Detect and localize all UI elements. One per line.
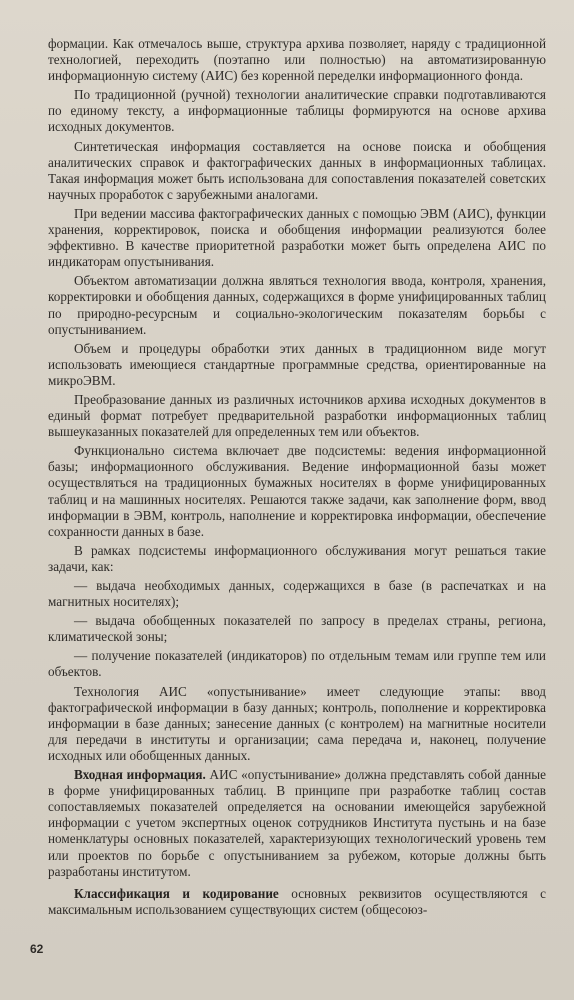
paragraph-3: Синтетическая информация составляется на основе поиска и обобщения аналитических справок и фактографических данных в информационных таблицах. Такая информация может быть использована для сопоставления показателей советских научных проработок с зарубежными аналогами. xyxy=(48,138,546,202)
list-item-2: — выдача обобщенных показателей по запросу в пределах страны, региона, климатической зоны; xyxy=(48,613,546,645)
paragraph-classification xyxy=(48,886,546,918)
paragraph-2: По традиционной (ручной) технологии аналитические справки подготавливаются по единому тексту, а информационные таблицы формируются на основе архива исходных документов. xyxy=(48,87,546,135)
classification-heading: Классификация и кодирование xyxy=(74,885,279,901)
paragraph-1: формации. Как отмечалось выше, структура архива позволяет, наряду с традиционной технологией, переходить (поэтапно или полностью) на автоматизированную информационную систему (АИС) без коренной переделки информационного фонда. xyxy=(48,36,546,84)
paragraph-8: Функционально система включает две подсистемы: ведения информационной базы; информационного обслуживания. Ведение информационной базы может осуществляться на традиционных бумажных носителях в форме унифицированных таблиц и на машинных носителях. Решаются также задачи, как заполнение форм, ввод информации в ЭВМ, контроль, наполнение и корректировка информации, обеспечение сохранности данных в базе. xyxy=(48,443,546,539)
paragraph-5: Объектом автоматизации должна являться технология ввода, контроля, хранения, корректировки и обобщения данных, содержащихся в форме унифицированных таблиц по природно-ресурсным и социально-экологическим показателям борьбы с опустыниванием. xyxy=(48,273,546,337)
input-info-heading: Входная информация. xyxy=(74,767,206,783)
page-number: 62 xyxy=(30,942,44,956)
paragraph-9: В рамках подсистемы информационного обслуживания могут решаться такие задачи, как: xyxy=(48,542,546,574)
paragraph-7: Преобразование данных из различных источников архива исходных документов в единый формат потребует предварительной разработки информационных таблиц вышеуказанных показателей для определенных тем или объектов. xyxy=(48,391,546,440)
classification-text: основных реквизитов осуществляются с максимальным использованием существующих систем (общесоюз- xyxy=(48,885,546,917)
paragraph-6: Объем и процедуры обработки этих данных в традиционном виде могут использовать имеющиеся стандартные программные средства, ориентированные на микроЭВМ. xyxy=(48,340,546,388)
input-info-text: АИС «опустынивание» должна представлять собой данные в форме унифицированных таблиц. В принципе при разработке таблиц состав сопоставляемых показателей определяется на основании имеющейся зарубежной информации с учетом экспертных оценок сотрудников Института пустынь и на базе номенклатуры основных показателей, характеризующих технологический уровень тем или проектов по борьбе с опустыниванием за рубежом, которые должны быть разработаны институтом. xyxy=(48,767,547,879)
paragraph-input-info xyxy=(48,767,546,880)
paragraph-10: Технология АИС «опустынивание» имеет следующие этапы: ввод фактографической информации в базу данных; контроль, пополнение и корректировка информации в базе данных; занесение данных (с контролем) на магнитные носители для передачи в институты и организации; сама передача и, наконец, получение исходных или обобщенных данных. xyxy=(48,683,546,763)
list-item-1: — выдача необходимых данных, содержащихся в базе (в распечатках и на магнитных носителях); xyxy=(48,578,546,610)
body-text xyxy=(48,36,546,918)
list-item-3: — получение показателей (индикаторов) по отдельным темам или группе тем или объектов. xyxy=(48,648,546,680)
paragraph-4: При ведении массива фактографических данных с помощью ЭВМ (АИС), функции хранения, корректировок, поиска и обобщения информации реализуются более эффективно. В качестве приоритетной разработки может быть определена АИС по индикаторам опустынивания. xyxy=(48,205,546,270)
